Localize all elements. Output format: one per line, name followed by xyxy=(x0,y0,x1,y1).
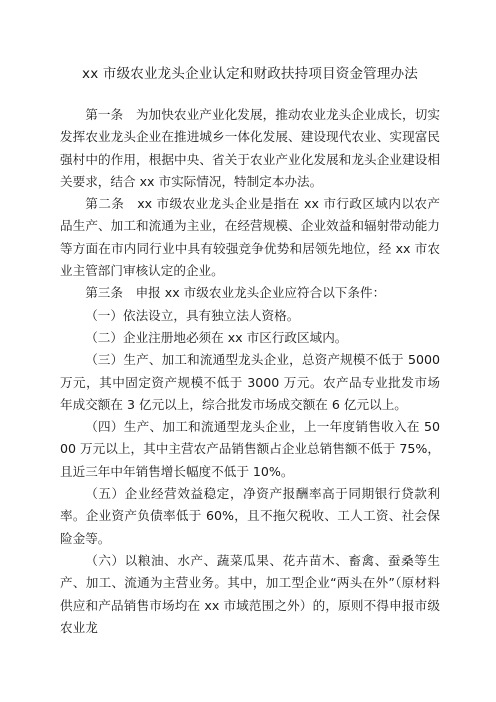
condition-5: （五）企业经营效益稳定，净资产报酬率高于同期银行贷款利率。企业资产负债率低于 60%，且不拖欠税收、工人工资、社会保险金等。 xyxy=(60,486,440,546)
condition-6: （六）以粮油、水产、蔬菜瓜果、花卉苗木、畜禽、蚕桑等生产、加工、流通为主营业务。其中，加工型企业“两头在外”（原材料供应和产品销售市场均在 xx 市域范围之外）的，原则不得申报市级农业龙 xyxy=(60,552,440,635)
article-1: 第一条 为加快农业产业化发展，推动农业龙头企业成长，切实发挥农业龙头企业在推进城乡一体化发展、建设现代农业、实现富民强村中的作用，根据中央、省关于农业产业化发展和龙头企业建设相关要求，结合 xx 市实际情况，特制定本办法。 xyxy=(60,107,440,189)
condition-2: （二）企业注册地必须在 xx 市区行政区域内。 xyxy=(85,329,348,345)
condition-3: （三）生产、加工和流通型龙头企业，总资产规模不低于 5000 万元，其中固定资产规模不低于 3000 万元。农产品专业批发市场年成交额在 3 亿元以上，综合批发市场成交额在 6 亿元以上。 xyxy=(60,352,440,412)
condition-4: （四）生产、加工和流通型龙头企业，上一年度销售收入在 5000 万元以上，其中主营农产品销售额占企业总销售额不低于 75%，且近三年中年销售增长幅度不低于 10%。 xyxy=(60,419,440,479)
condition-1: （一）依法设立，具有独立法人资格。 xyxy=(85,307,300,323)
article-3: 第三条 申报 xx 市级农业龙头企业应符合以下条件： xyxy=(85,285,386,301)
document-title: xx 市级农业龙头企业认定和财政扶持项目资金管理办法 xyxy=(82,66,418,82)
article-2: 第二条 xx 市级农业龙头企业是指在 xx 市行政区域内以农产品生产、加工和流通为主业，在经营规模、企业效益和辐射带动能力等方面在市内同行业中具有较强竞争优势和居领先地位，经 xx 市农业主管部门审核认定的企业。 xyxy=(60,196,440,279)
